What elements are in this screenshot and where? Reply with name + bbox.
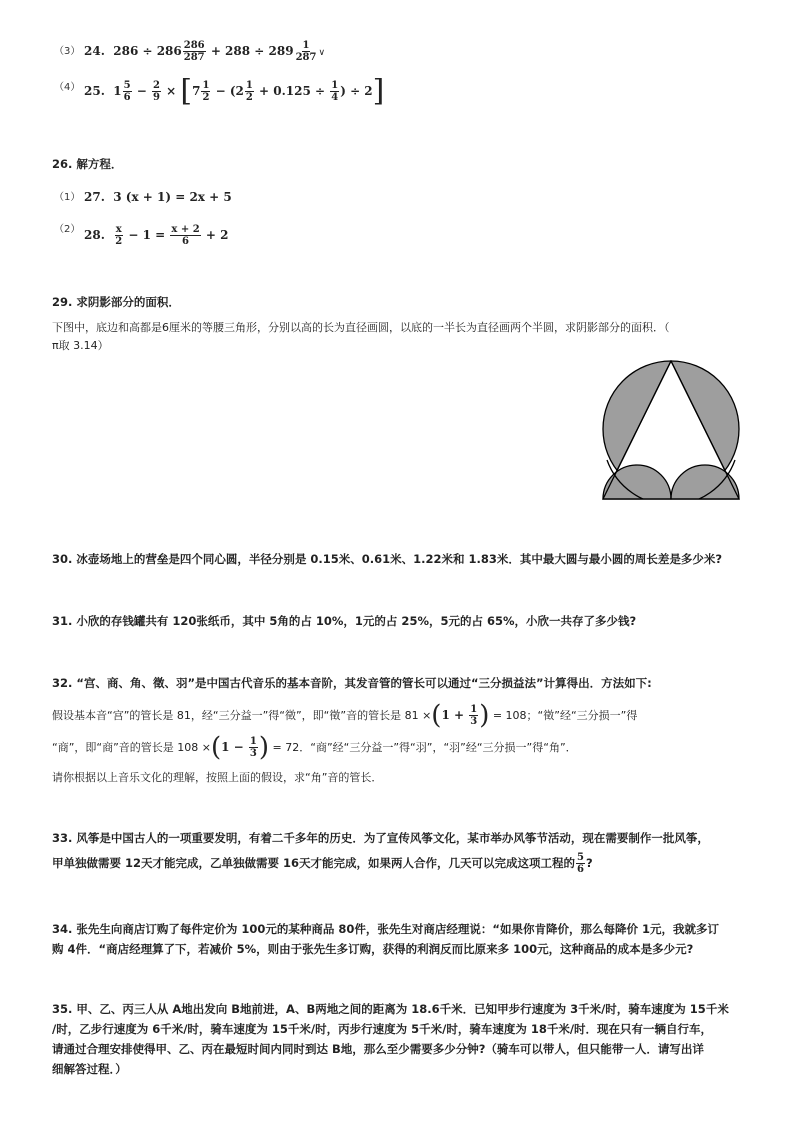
numerator: 1	[302, 40, 310, 51]
denominator: 6	[577, 864, 584, 875]
question-text: 解方程．	[76, 157, 123, 171]
question-number: 29.	[52, 295, 73, 309]
numerator: 1	[202, 80, 210, 91]
question-text: 张先生向商店订购了每件定价为 100元的某种商品 80件，张先生对商店经理说：“如果你肯降价，那么每降价 1元，我就多订	[76, 922, 719, 936]
operator: ×	[161, 84, 181, 98]
whole: 1	[113, 84, 122, 98]
expr-part: 1 +	[441, 708, 469, 722]
part-label-1: （1）	[54, 192, 81, 203]
text-part: = 108；“徵”经“三分损一”得	[489, 709, 638, 722]
open-bracket: [	[180, 73, 193, 109]
question-number: 35.	[52, 1002, 73, 1016]
denominator: 2	[115, 236, 123, 247]
question-number: 34.	[52, 922, 73, 936]
question-number: 25.	[84, 84, 105, 98]
whole: 7	[192, 84, 201, 98]
expr-part: + 0.125 ÷	[254, 84, 330, 98]
part-label-3: （3）	[54, 46, 81, 57]
question-32	[52, 675, 652, 691]
question-26	[52, 156, 122, 172]
shaded-area-figure	[598, 360, 746, 504]
question-number: 33.	[52, 831, 73, 845]
question-number: 30.	[52, 552, 73, 566]
fraction	[469, 704, 478, 727]
numerator: 1	[245, 80, 253, 91]
text-part: 甲单独做需要 12天才能完成，乙单独做需要 16天才能完成，如果两人合作，几天可以完成这项工程的	[52, 856, 576, 870]
denominator: 6	[182, 236, 189, 247]
numerator: 286	[183, 40, 205, 51]
denominator: 9	[153, 92, 160, 103]
expr-part: 1 −	[221, 740, 248, 754]
denominator: 6	[123, 92, 131, 103]
denominator: 3	[249, 748, 257, 759]
fraction	[576, 852, 585, 875]
fraction	[114, 224, 123, 247]
equation: 3 (x + 1) = 2x + 5	[113, 190, 232, 204]
fraction	[249, 736, 258, 759]
fraction	[201, 80, 210, 103]
text-part: 假设基本音“宫”的管长是 81，经“三分益一”得“徵”，即“徵”音的管长是 81 ×	[52, 709, 432, 722]
denominator: 287	[295, 52, 317, 63]
question-30	[52, 551, 722, 567]
question-text: “宫、商、角、徵、羽”是中国古代音乐的基本音阶，其发音管的管长可以通过“三分损益法”计算得出．方法如下:	[76, 676, 652, 690]
q32-line1: 假设基本音“宫”的管长是 81，经“三分益一”得“徵”，即“徵”音的管长是 81 ×(1 + $\frac{1}{3}$ ) = 108；“徵”经“三分损一”得	[52, 700, 638, 731]
q35-line4: 细解答过程．）	[52, 1062, 127, 1076]
question-25	[84, 73, 385, 109]
part-label-4: （4）	[54, 82, 81, 93]
numerator: x + 2	[171, 224, 200, 235]
fraction	[123, 80, 132, 103]
question-number: 31.	[52, 614, 73, 628]
numerator: 1	[249, 736, 257, 747]
q34-line2: 购 4件．“商店经理算了下，若减价 5%，则由于张先生多订购，获得的利润反而比原来多 100元，这种商品的成本是多少元?	[52, 942, 694, 956]
q35-line3: 请通过合理安排使得甲、乙、丙在最短时间内同时到达 B地，那么至少需要多少分钟?（骑车可以带人，但只能带一人．请写出详	[52, 1042, 704, 1056]
fraction	[295, 40, 318, 63]
question-27	[84, 190, 232, 204]
q32-line2: “商”，即“商”音的管长是 108 ×(1 − $\frac{1}{3}$ ) = 72．“商”经“三分益一”得“羽”，“羽”经“三分损一”得“角”．	[52, 732, 577, 763]
numerator: 1	[470, 704, 478, 715]
numerator: 1	[331, 80, 339, 91]
question-35	[52, 1001, 729, 1017]
question-text: 小欣的存钱罐共有 120张纸币，其中 5角的占 10%，1元的占 25%，5元的占 65%，小欣一共存了多少钱?	[76, 614, 637, 628]
expr-part: + 288 ÷ 289	[206, 44, 294, 58]
question-number: 24.	[84, 44, 105, 58]
q29-line2: π取 3.14）	[52, 339, 109, 352]
question-number: 28.	[84, 228, 105, 242]
q33-line2	[52, 852, 593, 875]
mark: ∨	[318, 48, 326, 58]
question-number: 32.	[52, 676, 73, 690]
expr-part: − (2	[211, 84, 244, 98]
numerator: x	[115, 224, 122, 235]
expr-part: + 2	[201, 228, 229, 242]
operator: −	[132, 84, 151, 98]
fraction	[152, 80, 161, 103]
denominator: 3	[470, 716, 478, 727]
part-label-2: （2）	[54, 224, 81, 235]
denominator: 2	[202, 92, 210, 103]
question-31	[52, 613, 636, 629]
q35-line2: /时，乙步行速度为 6千米/时，骑车速度为 15千米/时，丙步行速度为 5千米/时，骑车速度为 18千米/时．现在只有一辆自行车，	[52, 1022, 713, 1036]
question-text: 求阴影部分的面积．	[76, 295, 180, 309]
denominator: 2	[245, 92, 253, 103]
numerator: 5	[123, 80, 131, 91]
question-29	[52, 294, 180, 310]
question-24	[84, 40, 325, 63]
numerator: 5	[577, 852, 584, 863]
fraction	[183, 40, 206, 63]
fraction	[170, 224, 200, 247]
question-text: 甲、乙、丙三人从 A地出发向 B地前进，A、B两地之间的距离为 18.6千米．已知甲步行速度为 3千米/时，骑车速度为 15千米	[76, 1002, 729, 1016]
question-28	[84, 224, 228, 247]
question-34	[52, 921, 719, 937]
question-number: 27.	[84, 190, 105, 204]
q29-line1: 下图中，底边和高都是6厘米的等腰三角形，分别以高的长为直径画圆，以底的一半长为直径画两个半圆，求阴影部分的面积．（	[52, 321, 670, 334]
q32-line3: 请你根据以上音乐文化的理解，按照上面的假设，求“角”音的管长．	[52, 771, 383, 784]
text-part: = 72．“商”经“三分益一”得“羽”，“羽”经“三分损一”得“角”．	[269, 741, 577, 754]
expr-part: ) ÷ 2	[340, 84, 373, 98]
expr-part: 286 ÷ 286	[113, 44, 182, 58]
fraction	[245, 80, 254, 103]
numerator: 2	[153, 80, 160, 91]
expr-part: − 1 =	[124, 228, 170, 242]
question-text: 风筝是中国古人的一项重要发明，有着二千多年的历史．为了宣传风筝文化，某市举办风筝节活动，现在需要制作一批风筝，	[76, 831, 709, 845]
denominator: 287	[183, 52, 205, 63]
denominator: 4	[331, 92, 339, 103]
question-33	[52, 830, 709, 846]
question-number: 26.	[52, 157, 73, 171]
fraction	[330, 80, 339, 103]
text-part: “商”，即“商”音的管长是 108 ×	[52, 741, 211, 754]
text-part: ?	[585, 856, 593, 870]
question-text: 冰壶场地上的营垒是四个同心圆，半径分别是 0.15米、0.61米、1.22米和 1.83米．其中最大圆与最小圆的周长差是多少米?	[76, 552, 723, 566]
close-bracket: ]	[372, 73, 385, 109]
